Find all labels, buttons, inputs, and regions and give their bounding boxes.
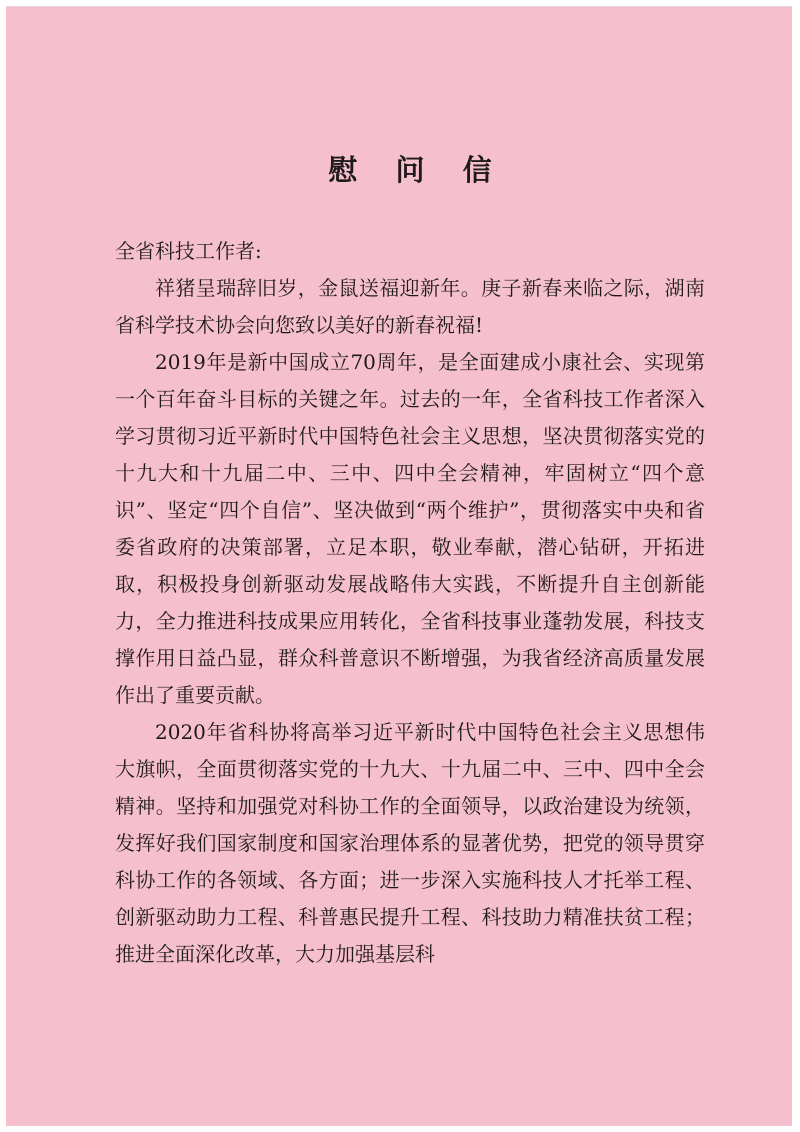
letter-body [115, 147, 705, 973]
letter-salutation: 全省科技工作者: [115, 239, 262, 263]
paragraph-2020-plan: 2020年省科协将高举习近平新时代中国特色社会主义思想伟大旗帜，全面贯彻落实党的十九大、十九届二中、三中、四中全会精神。坚持和加强党对科协工作的全面领导，以政治建设为统领，发挥好我们国家制度和国家治理体系的显著优势，把党的领导贯穿科协工作的各领域、各方面；进一步深入实施科技人才托举工程、创新驱动助力工程、科普惠民提升工程、科技助力精准扶贫工程；推进全面深化改革，大力加强基层科 [115, 720, 705, 966]
paragraph-2019-review: 2019年是新中国成立70周年，是全面建成小康社会、实现第一个百年奋斗目标的关键之年。过去的一年，全省科技工作者深入学习贯彻习近平新时代中国特色社会主义思想，坚决贯彻落实党的十九大和十九届二中、三中、四中全会精神，牢固树立“四个意识”、坚定“四个自信”、坚决做到“两个维护”，贯彻落实中央和省委省政府的决策部署，立足本职，敬业奉献，潜心钻研，开拓进取，积极投身创新驱动发展战略伟大实践，不断提升自主创新能力，全力推进科技成果应用转化，全省科技事业蓬勃发展，科技支撑作用日益凸显，群众科普意识不断增强，为我省经济高质量发展作出了重要贡献。 [115, 350, 705, 707]
paragraph-greeting: 祥猪呈瑞辞旧岁，金鼠送福迎新年。庚子新春来临之际，湖南省科学技术协会向您致以美好的新春祝福! [115, 276, 705, 337]
letter-title: 慰 问 信 [328, 153, 506, 187]
letter-page [6, 6, 792, 1126]
